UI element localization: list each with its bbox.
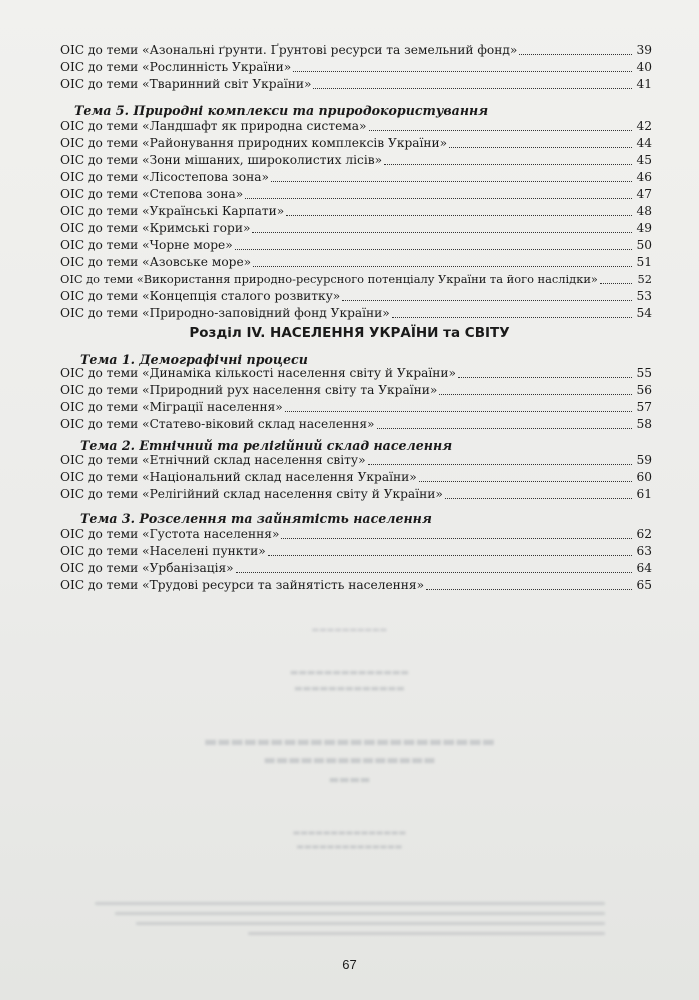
toc-entry [60, 559, 652, 576]
toc-entry-label: ОІС до теми «Концепція сталого розвитку» [60, 289, 341, 303]
toc-entry [60, 117, 652, 134]
toc-entry-page: 51 [636, 255, 652, 269]
show-through-block [95, 895, 605, 942]
dot-leader [449, 147, 632, 148]
toc-entry-label: ОІС до теми «Використання природно-ресурсного потенціалу України та його наслідки» [60, 272, 598, 286]
toc-entry-page: 49 [636, 221, 652, 235]
toc-entry [60, 185, 652, 202]
toc-entry-label: ОІС до теми «Степова зона» [60, 187, 244, 201]
dot-leader [439, 394, 632, 395]
toc-entry-label: ОІС до теми «Азовське море» [60, 255, 252, 269]
toc-entry-label: ОІС до теми «Міграції населення» [60, 400, 283, 414]
dot-leader [445, 498, 632, 499]
toc-entry [60, 525, 652, 542]
topic-heading: Тема 2. Етнічний та релігійний склад населення [80, 438, 453, 453]
toc-entry [60, 270, 652, 287]
show-through-line: ▬▬▬▬ [328, 773, 371, 786]
toc-entry [60, 151, 652, 168]
dot-leader [245, 198, 632, 199]
toc-entry-page: 57 [636, 400, 652, 414]
toc-entry-page: 41 [636, 77, 652, 91]
toc-entry-label: ОІС до теми «Динаміка кількості населення світу й України» [60, 366, 457, 380]
toc-entry [60, 236, 652, 253]
toc-entry-label: ОІС до теми «Лісостепова зона» [60, 170, 269, 184]
toc-entry [60, 415, 652, 432]
show-through-line: ▬▬▬▬▬▬▬▬▬▬▬▬▬ [294, 684, 405, 694]
toc-entry-label: ОІС до теми «Районування природних комплексів України» [60, 136, 448, 150]
dot-leader [419, 481, 632, 482]
toc-entry-page: 53 [636, 289, 652, 303]
toc-entry [60, 485, 652, 502]
toc-entry [60, 451, 652, 468]
dot-leader [342, 300, 632, 301]
toc-entry-page: 45 [636, 153, 652, 167]
dot-leader [313, 88, 632, 89]
toc-entry-page: 62 [636, 527, 652, 541]
toc-entry [60, 202, 652, 219]
toc-entry [60, 41, 652, 58]
show-through-line: ▬▬▬▬▬▬▬▬▬▬ [311, 625, 388, 634]
toc-entry-label: ОІС до теми «Статево-віковий склад населення» [60, 417, 375, 431]
toc-entry [60, 398, 652, 415]
toc-entry [60, 75, 652, 92]
dot-leader [281, 538, 632, 539]
toc-entry-page: 42 [636, 119, 652, 133]
toc-entry-label: ОІС до теми «Зони мішаних, широколистих лісів» [60, 153, 383, 167]
dot-leader [519, 54, 632, 55]
toc-entry [60, 542, 652, 559]
toc-entry-label: ОІС до теми «Густота населення» [60, 527, 280, 541]
show-through-line: ▬▬▬▬▬▬▬▬▬▬▬▬▬▬▬ [292, 828, 407, 837]
toc-entry-page: 61 [636, 487, 652, 501]
dot-leader [286, 215, 632, 216]
toc-entry-page: 39 [636, 43, 652, 57]
toc-entry [60, 168, 652, 185]
toc-entry [60, 134, 652, 151]
toc-entry [60, 576, 652, 593]
toc-entry-label: ОІС до теми «Рослинність України» [60, 60, 292, 74]
topic-heading: Тема 5. Природні комплекси та природокористування [74, 103, 489, 118]
toc-entry-label: ОІС до теми «Трудові ресурси та зайнятість населення» [60, 578, 425, 592]
toc-entry-label: ОІС до теми «Українські Карпати» [60, 204, 285, 218]
dot-leader [392, 317, 632, 318]
toc-entry-page: 46 [636, 170, 652, 184]
dot-leader [252, 232, 632, 233]
toc-entry-page: 60 [636, 470, 652, 484]
toc-entry-page: 54 [636, 306, 652, 320]
toc-entry-label: ОІС до теми «Чорне море» [60, 238, 233, 252]
section-heading: Розділ IV. НАСЕЛЕННЯ УКРАЇНИ та СВІТУ [189, 325, 510, 341]
dot-leader [236, 572, 632, 573]
toc-entry [60, 468, 652, 485]
show-through-line: ▬▬▬▬▬▬▬▬▬▬▬▬▬▬ [263, 753, 436, 768]
toc-entry-page: 52 [637, 272, 652, 286]
dot-leader [368, 464, 632, 465]
toc-entry [60, 219, 652, 236]
toc-entry [60, 304, 652, 321]
toc-entry-label: ОІС до теми «Релігійний склад населення світу й України» [60, 487, 443, 501]
dot-leader [600, 283, 632, 284]
toc-entry-page: 55 [636, 366, 652, 380]
toc-entry-page: 47 [636, 187, 652, 201]
toc-entry-page: 59 [636, 453, 652, 467]
toc-entry-page: 64 [636, 561, 652, 575]
dot-leader [458, 377, 632, 378]
dot-leader [426, 589, 632, 590]
dot-leader [253, 266, 632, 267]
toc-entry-label: ОІС до теми «Природний рух населення світу та України» [60, 383, 438, 397]
toc-entry-label: ОІС до теми «Природно-заповідний фонд України» [60, 306, 390, 320]
toc-entry-page: 65 [636, 578, 652, 592]
toc-entry-label: ОІС до теми «Населені пункти» [60, 544, 266, 558]
toc-entry [60, 287, 652, 304]
toc-entry-label: ОІС до теми «Етнічний склад населення світу» [60, 453, 366, 467]
toc-entry-page: 50 [636, 238, 652, 252]
dot-leader [285, 411, 632, 412]
toc-entry-label: ОІС до теми «Національний склад населення України» [60, 470, 417, 484]
dot-leader [271, 181, 632, 182]
toc-entry-label: ОІС до теми «Ландшафт як природна система» [60, 119, 367, 133]
toc-entry-label: ОІС до теми «Тваринний світ України» [60, 77, 312, 91]
toc-entry-page: 44 [636, 136, 652, 150]
topic-heading: Тема 3. Розселення та зайнятість населення [80, 511, 432, 526]
toc-entry-page: 63 [636, 544, 652, 558]
dot-leader [235, 249, 632, 250]
show-through-line: ▬▬▬▬▬▬▬▬▬▬▬▬▬▬▬▬▬▬▬▬▬▬ [204, 734, 496, 750]
show-through-line: ▬▬▬▬▬▬▬▬▬▬▬▬▬▬ [296, 842, 403, 851]
toc-entry-page: 48 [636, 204, 652, 218]
dot-leader [369, 130, 633, 131]
toc-entry-label: ОІС до теми «Кримські гори» [60, 221, 251, 235]
toc-entry [60, 364, 652, 381]
dot-leader [293, 71, 632, 72]
toc-entry-page: 58 [636, 417, 652, 431]
dot-leader [377, 428, 632, 429]
toc-entry [60, 381, 652, 398]
dot-leader [384, 164, 632, 165]
toc-entry [60, 58, 652, 75]
toc-entry [60, 253, 652, 270]
show-through-line: ▬▬▬▬▬▬▬▬▬▬▬▬▬▬ [289, 668, 410, 678]
toc-entry-label: ОІС до теми «Азональні ґрунти. Ґрунтові ресурси та земельний фонд» [60, 43, 518, 57]
toc-entry-page: 56 [636, 383, 652, 397]
page-number: 67 [342, 957, 357, 972]
topic-heading: Тема 1. Демографічні процеси [80, 352, 308, 367]
toc-entry-page: 40 [636, 60, 652, 74]
dot-leader [268, 555, 632, 556]
toc-entry-label: ОІС до теми «Урбанізація» [60, 561, 234, 575]
